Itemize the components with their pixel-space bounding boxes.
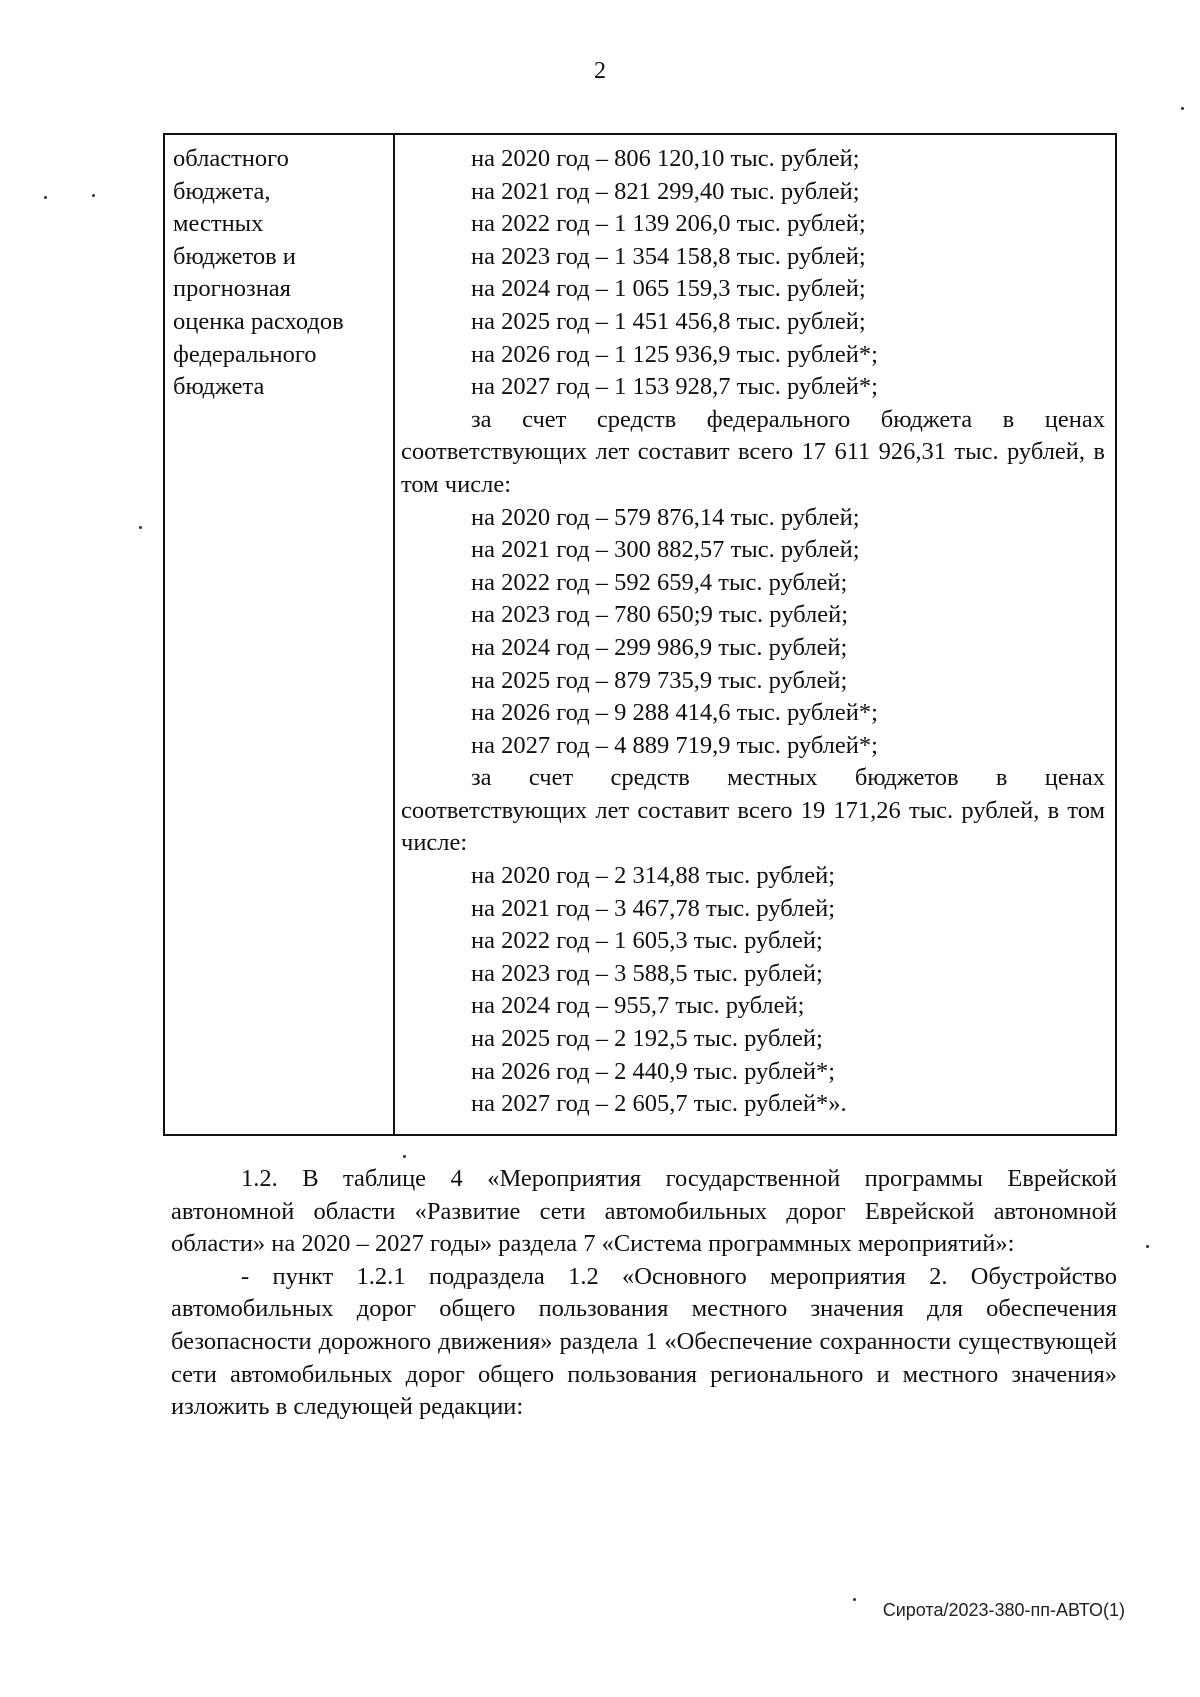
scan-speck [853, 1598, 856, 1601]
federal-year-line: на 2024 год – 299 986,9 тыс. рублей; [471, 633, 848, 661]
page-number: 2 [594, 58, 606, 84]
local-year-line: на 2027 год – 2 605,7 тыс. рублей*». [471, 1090, 847, 1118]
scan-speck [139, 526, 142, 529]
regional-year-line: на 2022 год – 1 139 206,0 тыс. рублей; [471, 210, 866, 238]
regional-year-line: на 2020 год – 806 120,10 тыс. рублей; [471, 145, 860, 172]
scan-speck [44, 196, 47, 199]
regional-year-line: на 2026 год – 1 125 936,9 тыс. рублей*; [471, 340, 878, 368]
federal-year-line: на 2025 год – 879 735,9 тыс. рублей; [471, 666, 848, 694]
scan-speck [92, 194, 95, 197]
local-year-line: на 2026 год – 2 440,9 тыс. рублей*; [471, 1057, 836, 1085]
local-year-line: на 2025 год – 2 192,5 тыс. рублей; [471, 1025, 823, 1053]
left-cell-line: бюджета, [173, 177, 271, 205]
left-cell-line: оценка расходов [173, 307, 344, 335]
federal-year-line: на 2022 год – 592 659,4 тыс. рублей; [471, 568, 848, 596]
federal-year-line: на 2027 год – 4 889 719,9 тыс. рублей*; [471, 731, 878, 759]
federal-year-line: на 2026 год – 9 288 414,6 тыс. рублей*; [471, 699, 878, 727]
local-year-line: на 2024 год – 955,7 тыс. рублей; [471, 992, 805, 1020]
paragraph-table-4: 1.2. В таблице 4 «Мероприятия государственной программы Еврейской автономной области «Развитие сети автомобильных дорог Еврейской автономной области» на 2020 – 2027 годы» раздела 7 «Система программных мероприятий»: [171, 1165, 1117, 1258]
regional-year-line: на 2023 год – 1 354 158,8 тыс. рублей; [471, 242, 866, 270]
scan-speck [1181, 107, 1184, 110]
federal-year-line: на 2023 год – 780 650;9 тыс. рублей; [471, 601, 849, 629]
scan-speck [403, 1155, 406, 1158]
regional-year-line: на 2021 год – 821 299,40 тыс. рублей; [471, 177, 860, 205]
local-year-line: на 2020 год – 2 314,88 тыс. рублей; [471, 862, 836, 890]
budget-table [163, 133, 1117, 1136]
federal-year-line: на 2020 год – 579 876,14 тыс. рублей; [471, 503, 860, 531]
federal-year-line: на 2021 год – 300 882,57 тыс. рублей; [471, 536, 860, 564]
left-cell-line: прогнозная [173, 275, 291, 303]
document-code: Сирота/2023-380-пп-АВТО(1) [882, 1600, 1125, 1620]
left-cell-line: бюджета [173, 373, 265, 401]
scan-speck [1146, 1245, 1149, 1248]
left-cell-line: бюджетов и [173, 242, 296, 270]
local-year-line: на 2022 год – 1 605,3 тыс. рублей; [471, 927, 823, 955]
regional-year-line: на 2025 год – 1 451 456,8 тыс. рублей; [471, 307, 866, 335]
paragraph-item-1-2-1: - пункт 1.2.1 подраздела 1.2 «Основного мероприятия 2. Обустройство автомобильных дорог общего пользования местного значения для обеспечения безопасности дорожного движения» раздела 1 «Обеспечение сохранности существующей сети автомобильных дорог общего пользования регионального и местного значения» изложить в следующей редакции: [171, 1262, 1117, 1421]
column-divider [393, 135, 395, 1134]
local-year-line: на 2021 год – 3 467,78 тыс. рублей; [471, 894, 836, 922]
local-year-line: на 2023 год – 3 588,5 тыс. рублей; [471, 959, 823, 987]
regional-year-line: на 2027 год – 1 153 928,7 тыс. рублей*; [471, 373, 878, 401]
left-cell-line: федерального [173, 340, 317, 368]
body-text [171, 1163, 1117, 1424]
table-left-cell [173, 143, 385, 404]
left-cell-line: местных [173, 210, 264, 238]
local-budget-intro: за счет средств местных бюджетов в ценах соответствующих лет составит всего 19 171,26 тыс. рублей, в том числе: [401, 764, 1105, 857]
left-cell-line: областного [173, 145, 289, 172]
federal-budget-intro: за счет средств федерального бюджета в ценах соответствующих лет составит всего 17 611 926,31 тыс. рублей, в том числе: [401, 405, 1105, 498]
table-right-cell [401, 143, 1105, 1121]
regional-year-line: на 2024 год – 1 065 159,3 тыс. рублей; [471, 275, 866, 303]
